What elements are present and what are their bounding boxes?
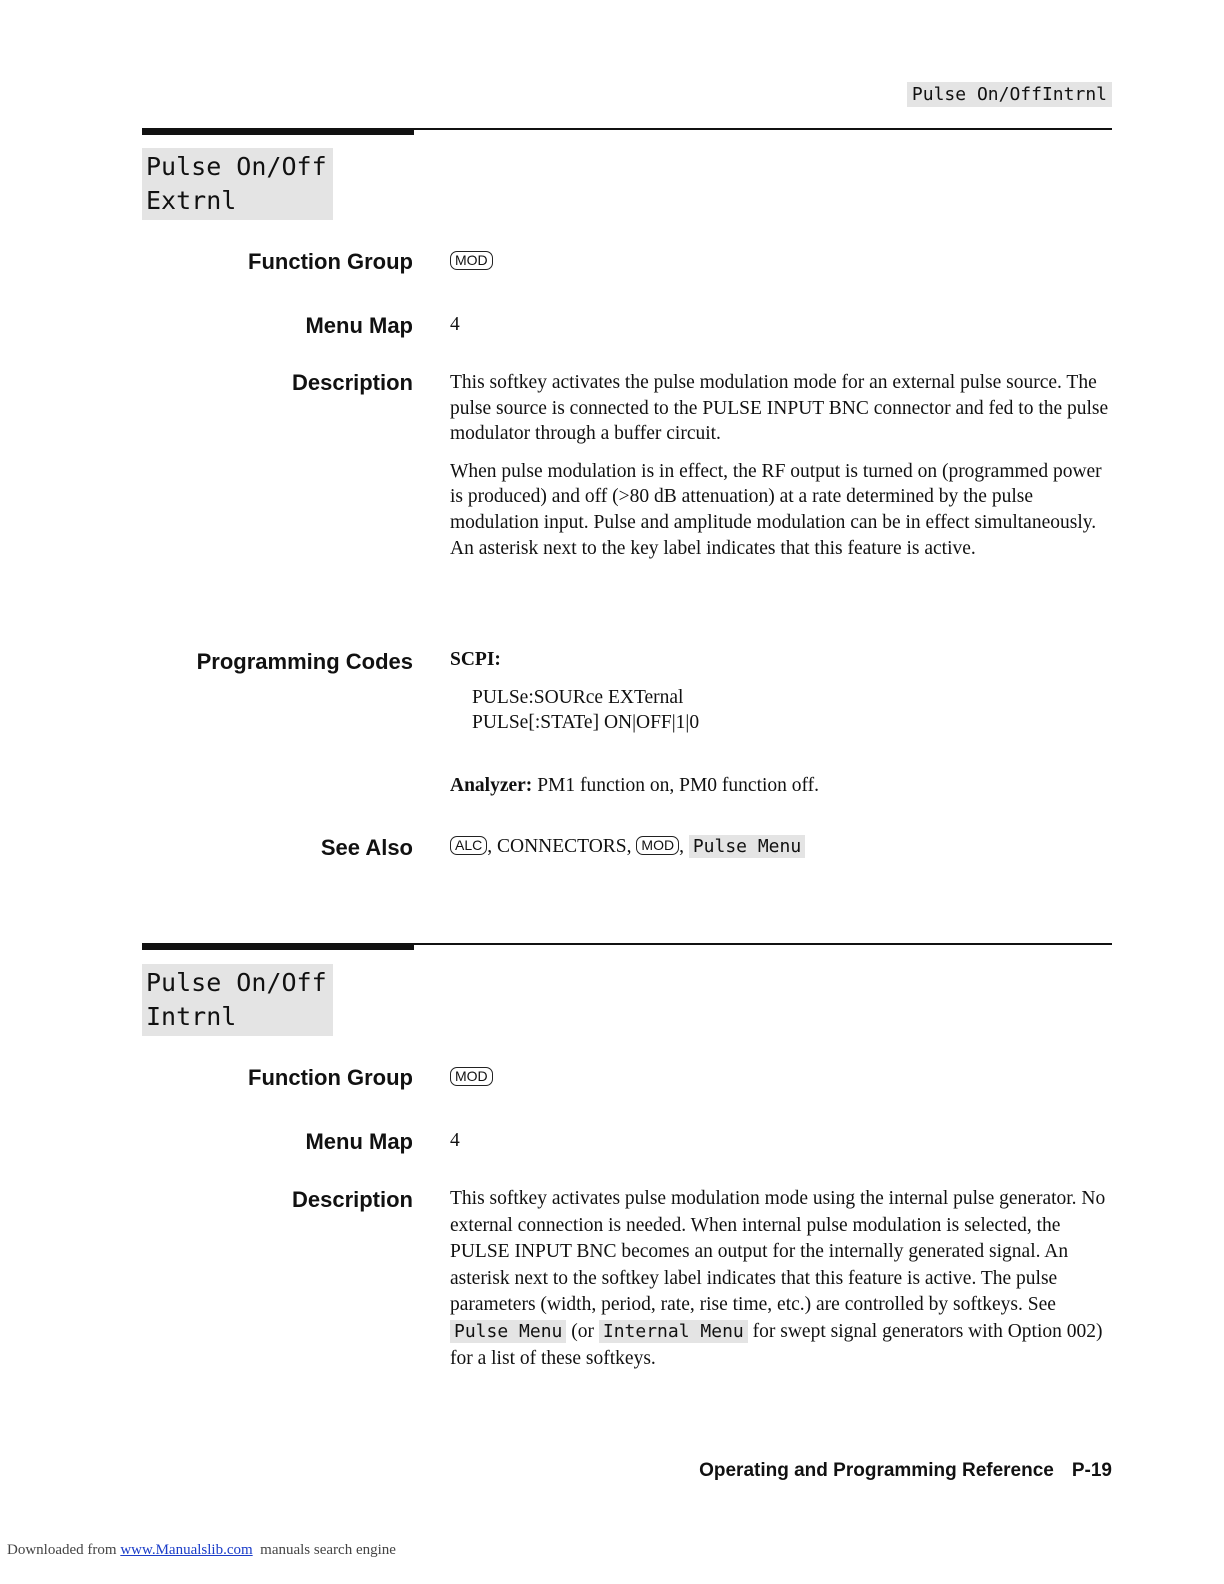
menu-map-value: 4 bbox=[450, 1130, 460, 1151]
description-text: (or bbox=[566, 1320, 599, 1342]
description-body bbox=[450, 370, 1114, 573]
mod-key: MOD bbox=[450, 251, 493, 270]
function-group-value bbox=[450, 249, 1114, 275]
pulse-menu-softkey: Pulse Menu bbox=[450, 1320, 566, 1343]
scpi-command: PULSe:SOURce EXTernal bbox=[472, 686, 684, 708]
function-group-label: Function Group bbox=[248, 249, 413, 274]
description-body bbox=[450, 1186, 1114, 1372]
internal-menu-softkey: Internal Menu bbox=[599, 1320, 748, 1343]
download-prefix: Downloaded from bbox=[7, 1542, 121, 1558]
running-header: Pulse On/OffIntrnl bbox=[907, 82, 1112, 107]
see-also-separator: , CONNECTORS, bbox=[487, 836, 637, 857]
description-label: Description bbox=[291, 370, 413, 395]
section-rule bbox=[142, 128, 1112, 148]
description-paragraph: This softkey activates the pulse modulation mode for an external pulse source. The pulse source is connected to the PULSE INPUT BNC connector and fed to the pulse modulator through a buffer circuit. bbox=[450, 372, 1109, 445]
manualslib-link[interactable]: www.Manualslib.com bbox=[120, 1542, 253, 1558]
description-text: for swept signal generators with Option 002) for a list of these softkeys. bbox=[450, 1320, 1103, 1369]
description-paragraph: When pulse modulation is in effect, the RF output is turned on (programmed power is produced) and off (>80 dB attenuation) at a rate determined by the pulse modulation input. Pulse and amplitude modulation can be in effect simultaneously. An asterisk next to the key label indicates that this feature is active. bbox=[450, 460, 1102, 559]
footer-title: Operating and Programming Reference bbox=[699, 1460, 1054, 1481]
menu-map-label: Menu Map bbox=[305, 1129, 413, 1154]
section-title-line2: Intrnl bbox=[146, 1002, 237, 1031]
menu-map-label: Menu Map bbox=[305, 313, 413, 338]
function-group-value bbox=[450, 1065, 1114, 1091]
programming-codes-label: Programming Codes bbox=[196, 649, 413, 674]
section-title-line1: Pulse On/Off bbox=[146, 152, 327, 181]
description-text: This softkey activates pulse modulation mode using the internal pulse generator. No external connection is needed. When internal pulse modulation is selected, the PULSE INPUT BNC becomes an output for the internally generated signal. An asterisk next to the softkey label indicates that this feature is active. The pulse parameters (width, period, rate, rise time, etc.) are controlled by softkeys. See bbox=[450, 1188, 1106, 1316]
function-group-label: Function Group bbox=[248, 1065, 413, 1090]
mod-key: MOD bbox=[636, 836, 679, 855]
section-title-extrnl bbox=[142, 148, 333, 220]
programming-codes-body bbox=[450, 647, 1114, 798]
menu-map-value: 4 bbox=[450, 314, 460, 335]
alc-key: ALC bbox=[450, 836, 487, 855]
pulse-menu-softkey: Pulse Menu bbox=[689, 835, 805, 858]
scpi-command: PULSe[:STATe] ON|OFF|1|0 bbox=[472, 712, 700, 734]
analyzer-line bbox=[450, 773, 1114, 799]
see-also-separator: , bbox=[679, 836, 689, 857]
download-suffix: manuals search engine bbox=[252, 1542, 396, 1558]
mod-key: MOD bbox=[450, 1067, 493, 1086]
section-title-line1: Pulse On/Off bbox=[146, 968, 327, 997]
page-footer bbox=[699, 1460, 1112, 1482]
scpi-label: SCPI: bbox=[450, 649, 501, 670]
page-number: P-19 bbox=[1071, 1460, 1112, 1481]
description-label: Description bbox=[291, 1187, 413, 1212]
see-also-label: See Also bbox=[320, 835, 413, 860]
download-line bbox=[7, 1542, 396, 1559]
analyzer-label: Analyzer: bbox=[450, 774, 533, 796]
section-rule bbox=[142, 943, 1112, 963]
section-title-line2: Extrnl bbox=[146, 186, 237, 215]
analyzer-text: PM1 function on, PM0 function off. bbox=[537, 774, 820, 796]
section-title-intrnl bbox=[142, 964, 333, 1036]
see-also-body bbox=[450, 834, 1114, 860]
